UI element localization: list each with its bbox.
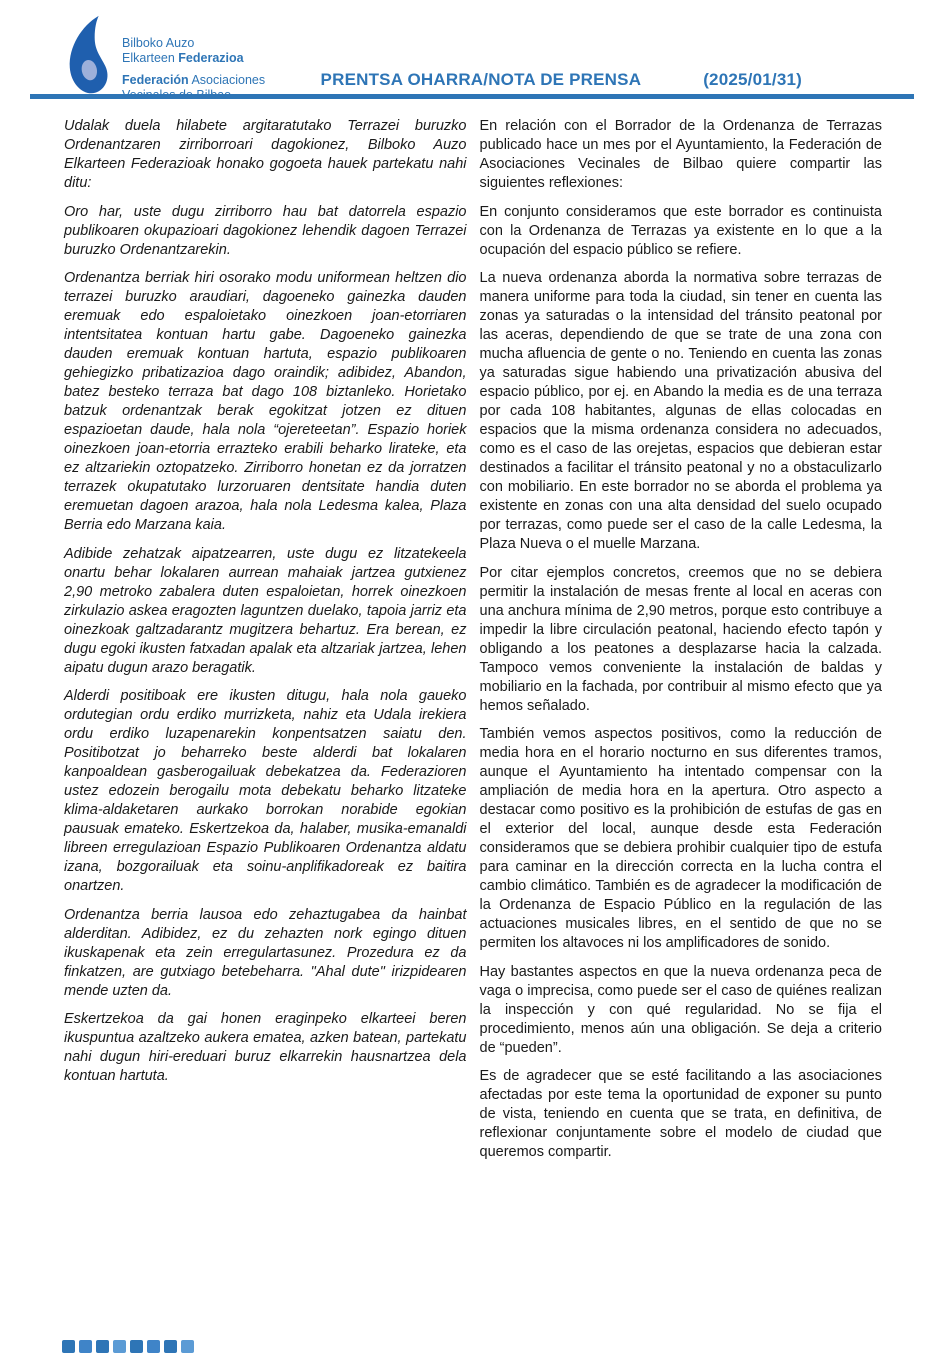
footer-badge-icon — [96, 1340, 109, 1353]
footer-badge-icon — [130, 1340, 143, 1353]
spanish-paragraph: La nueva ordenanza aborda la normativa sobre terrazas de manera uniforme para toda la ciudad, sin tener en cuenta las zonas ya saturadas o la intensidad del tránsito peatonal por las aceras, dependiendo de que se trate de una zona con mucha afluencia de gente o no. Teniendo en cuenta las zonas ya saturadas sigue habiendo una privatización abusiva del espacio público, por ej. en Abando la media es de una terraza por cada 108 habitantes, algunas de ellas colocadas en espacios que la misma ordenanza considera no adecuados, como es el caso de las orejetas, espacios que debieran estar destinados a facilitar el tránsito peatonal y no a obstaculizarlo con mobiliario. En este borrador no se aborda el problema ya existente en zonas con una alta densidad del suelo ocupado por terrazas, como puede ser el caso de la calle Ledesma, la Plaza Nueva o el muelle Marzana. — [479, 270, 882, 552]
spanish-paragraph: Es de agradecer que se esté facilitando a las asociaciones afectadas por este tema la oportunidad de exponer su punto de vista, teniendo en cuenta que se trata, en definitiva, de reflexionar conjuntamente sobre el modelo de ciudad que queremos compartir. — [479, 1068, 882, 1160]
footer-badge-icon — [147, 1340, 160, 1353]
spanish-paragraph: En conjunto consideramos que este borrador es continuista con la Ordenanza de Terrazas ya existente en lo que a la ocupación del espacio público se refiere. — [479, 203, 882, 258]
basque-paragraph: Adibide zehatzak aipatzearren, uste dugu ez litzatekeela onartu behar lokalaren aurrean mahaiak jartzea gutxienez 2,90 metroko zabalera duten espaloietan, horrek oinezkoen zirkulazio askea eragozten laguntzen duelako, tapoia jarriz eta oinezkoak galtzadarantz mugitzera behartuz. Era berean, ez dugu egoki ikusten fatxadan apalak eta altzariak jartzea, lehen aipatu dugun arazo beragatik. — [64, 545, 467, 676]
basque-paragraph: Ordenantza berriak hiri osorako modu uniformean heltzen dio terrazei buruzko araudiari, dagoeneko gainezka dauden eremuak edo espaloietako oinezkoen joan-etorriaren intentsitatea kontuan hartu gabe. Dagoeneko gainezka dauden eremuak kontuan hartuta, espazio publikoaren gehiegizko pribatizazioa dago oraindik; adibidez, Abandon, batez besteko terraza bat dago 108 biztanleko. Horietako batzuk ordenantzak berak egokitzat jotzen ez dituen espazioetan daude, hala nola “ojereteetan”. Espazio horiek oinezkoen joan-etorria errazteko erabili beharko lirateke, eta ez altzariekin oztopatzeko. Zirriborro honetan ez da jorratzen terrazek okupatutako lurzoruaren dentsitate handia duten eremuetan dagoen arazoa, hala nola Ledesma kalea, Plaza Berria edo Marzana kaia. — [64, 270, 467, 533]
spanish-paragraph: Hay bastantes aspectos en que la nueva ordenanza peca de vaga o imprecisa, como puede ser el caso de quiénes realizan la inspección y con qué regularidad. No se fija el procedimiento, menos aún una obligación. Se deja a criterio de “pueden”. — [479, 963, 882, 1056]
press-release-date: (2025/01/31) — [703, 70, 802, 89]
spanish-column — [480, 117, 883, 1172]
footer-badge-icon — [181, 1340, 194, 1353]
footer-badge-row — [62, 1340, 194, 1353]
org-name-basque-line2: Elkarteen Federazioa — [122, 51, 244, 65]
header — [0, 0, 942, 100]
spanish-paragraph: En relación con el Borrador de la Ordenanza de Terrazas publicado hace un mes por el Ayuntamiento, la Federación de Asociaciones Vecinales de Bilbao quiere compartir las siguientes reflexiones: — [479, 118, 882, 191]
org-logo-block — [64, 12, 265, 103]
org-name-spanish-line1: Federación Asociaciones — [122, 73, 266, 87]
footer-badge-icon — [62, 1340, 75, 1353]
spanish-paragraph: Por citar ejemplos concretos, creemos que no se debiera permitir la instalación de mesas frente al local en aceras con una anchura mínima de 2,90 metros, porque esto contribuye a impedir la libre circulación peatonal, haciendo efecto tapón y obligando a los peatones a desplazarse hacia la calzada. Tampoco vemos conveniente la instalación de baldas y mobiliario en la fachada, por contribuir al mismo efecto que ya hemos señalado. — [479, 564, 882, 714]
basque-paragraph: Alderdi positiboak ere ikusten ditugu, hala nola gaueko ordutegian ordu erdiko murrizketa, nahiz eta Udala irekiera ordu erdiko luzapenarekin konpentsatzen saiatu den. Positibotzat jo beharreko beste alderdi bat lokalaren kanpoaldean gasberogailuak debekatzea da. Federazioren ustez edozein berogailu mota debekatu beharko litzateke klima-aldaketaren aurkako borrokan norabide egokian pausuak emateko. Eskertzekoa da, halaber, musika-emanaldi libreen erregulazioan Espazio Publikoaren Ordenantza aldatu izana, bozgorailuak eta soinu-anplifikadoreak ez baitira onartzen. — [64, 688, 467, 894]
document-body — [0, 100, 942, 1172]
header-rule — [30, 94, 914, 99]
footer-badge-icon — [113, 1340, 126, 1353]
org-name — [122, 36, 265, 103]
basque-paragraph: Eskertzekoa da gai honen eraginpeko elkarteei beren ikuspuntua azaltzeko aukera ematea, azken batean, partekatu nahi dugun hiri-ereduari buruz elkarrekin hausnartzea dela kontuan hartuta. — [64, 1011, 467, 1084]
basque-paragraph: Udalak duela hilabete argitaratutako Terrazei buruzko Ordenantzaren zirriborroari dagokionez, Bilboko Auzo Elkarteen Federazioak honako gogoeta hauek partekatu nahi ditu: — [64, 118, 467, 191]
footer-badge-icon — [164, 1340, 177, 1353]
basque-paragraph: Ordenantza berria lausoa edo zehaztugabea da hainbat alderditan. Adibidez, ez du zehazten nork egingo dituen ikuskapenak eta zein erregulartasunez. Prozedura ez da finkatzen, are gutxiago betebeharra. "Ahal dute" irizpidearen mende uzten da. — [64, 906, 467, 999]
footer-badge-icon — [79, 1340, 92, 1353]
basque-paragraph: Oro har, uste dugu zirriborro hau bat datorrela espazio publikoaren okupazioari dagokionez lehendik dagoen Terrazei buruzko Ordenantzarekin. — [64, 203, 467, 258]
press-release-title: PRENTSA OHARRA/NOTA DE PRENSA — [320, 70, 642, 89]
spanish-paragraph: También vemos aspectos positivos, como la reducción de media hora en el horario nocturno en sus diferentes tramos, aunque el Ayuntamiento ha intentado compensar con la ampliación de media hora en la apertura. Otro aspecto a destacar como positivo es la prohibición de estufas de gas en el exterior del local, aunque desde esta Federación consideramos que se debiera prohibir cualquier tipo de estufa para caminar en la dirección correcta en la lucha contra el cambio climático. También es de agradecer la modificación de la Ordenanza de Espacio Público en la regulación de las actuaciones musicales libres, en el sentido de que no se permiten los altavoces ni los amplificadores de sonido. — [479, 726, 882, 951]
basque-column — [64, 117, 467, 1172]
water-drop-logo-icon — [64, 12, 112, 98]
org-name-basque-line1: Bilboko Auzo — [122, 36, 195, 50]
